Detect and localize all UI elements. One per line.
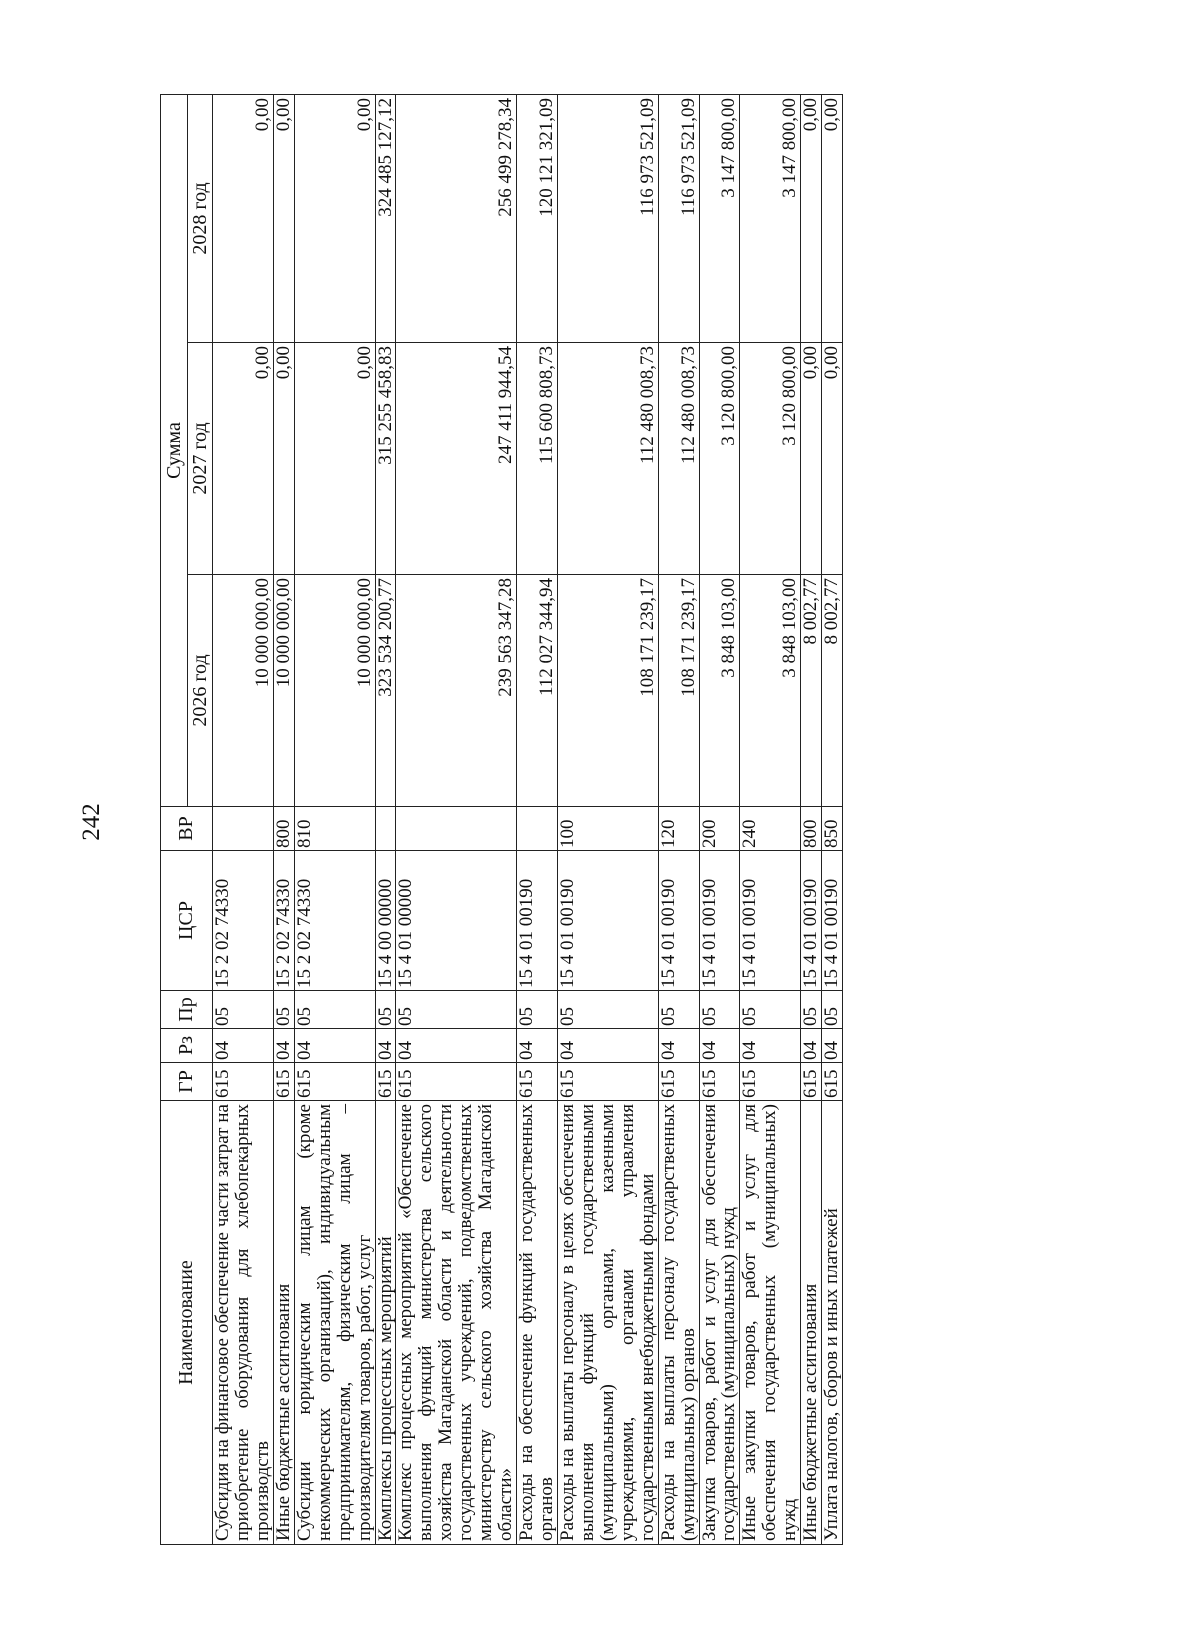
cell-csr: 15 4 01 00190 bbox=[658, 851, 699, 991]
cell-2027: 315 255 458,83 bbox=[375, 343, 396, 575]
cell-rz: 04 bbox=[801, 1029, 822, 1063]
cell-2028: 0,00 bbox=[273, 94, 294, 342]
cell-pr: 05 bbox=[273, 991, 294, 1029]
cell-gr: 615 bbox=[699, 1063, 740, 1101]
cell-2026: 10 000 000,00 bbox=[273, 575, 294, 807]
cell-rz: 04 bbox=[273, 1029, 294, 1063]
cell-2028: 116 973 521,09 bbox=[658, 94, 699, 342]
cell-rz: 04 bbox=[517, 1029, 558, 1063]
table-row bbox=[273, 94, 294, 1544]
cell-pr: 05 bbox=[213, 991, 274, 1029]
cell-2026: 323 534 200,77 bbox=[375, 575, 396, 807]
cell-pr: 05 bbox=[557, 991, 658, 1029]
cell-csr: 15 4 01 00190 bbox=[801, 851, 822, 991]
cell-2027: 115 600 808,73 bbox=[517, 343, 558, 575]
table-row bbox=[517, 94, 558, 1544]
cell-2027: 0,00 bbox=[294, 343, 375, 575]
header-name: Наименование bbox=[161, 1101, 213, 1545]
cell-vr: 810 bbox=[294, 807, 375, 851]
cell-2027: 0,00 bbox=[822, 343, 843, 575]
table-row bbox=[294, 94, 375, 1544]
cell-gr: 615 bbox=[822, 1063, 843, 1101]
cell-2028: 0,00 bbox=[801, 94, 822, 342]
cell-name: Расходы на выплаты персоналу в целях обеспечения выполнения функций государственными (муниципальными) органами, казенными учреждениями, органами управления государственными внебюджетными фондами bbox=[557, 1101, 658, 1545]
cell-2026: 239 563 347,28 bbox=[396, 575, 517, 807]
cell-vr bbox=[396, 807, 517, 851]
cell-gr: 615 bbox=[557, 1063, 658, 1101]
cell-pr: 05 bbox=[396, 991, 517, 1029]
cell-2028: 0,00 bbox=[213, 94, 274, 342]
cell-pr: 05 bbox=[740, 991, 801, 1029]
cell-gr: 615 bbox=[294, 1063, 375, 1101]
rotated-page-content bbox=[160, 95, 1015, 1545]
cell-2026: 3 848 103,00 bbox=[699, 575, 740, 807]
cell-pr: 05 bbox=[801, 991, 822, 1029]
cell-name: Иные закупки товаров, работ и услуг для обеспечения государственных (муниципальных) нужд bbox=[740, 1101, 801, 1545]
budget-table bbox=[160, 94, 843, 1545]
cell-2027: 3 120 800,00 bbox=[699, 343, 740, 575]
table-row bbox=[658, 94, 699, 1544]
cell-2026: 112 027 344,94 bbox=[517, 575, 558, 807]
cell-2028: 116 973 521,09 bbox=[557, 94, 658, 342]
table-row bbox=[213, 94, 274, 1544]
cell-2027: 247 411 944,54 bbox=[396, 343, 517, 575]
cell-2028: 120 121 321,09 bbox=[517, 94, 558, 342]
cell-pr: 05 bbox=[294, 991, 375, 1029]
cell-pr: 05 bbox=[375, 991, 396, 1029]
cell-gr: 615 bbox=[801, 1063, 822, 1101]
cell-name: Субсидия на финансовое обеспечение части затрат на приобретение оборудования для хлебопекарных производств bbox=[213, 1101, 274, 1545]
cell-gr: 615 bbox=[375, 1063, 396, 1101]
cell-rz: 04 bbox=[396, 1029, 517, 1063]
cell-csr: 15 4 00 00000 bbox=[375, 851, 396, 991]
cell-name: Расходы на выплаты персоналу государственных (муниципальных) органов bbox=[658, 1101, 699, 1545]
cell-gr: 615 bbox=[658, 1063, 699, 1101]
cell-2027: 112 480 008,73 bbox=[557, 343, 658, 575]
header-row bbox=[161, 94, 188, 1544]
table-row bbox=[699, 94, 740, 1544]
cell-pr: 05 bbox=[822, 991, 843, 1029]
cell-name: Субсидии юридическим лицам (кроме некоммерческих организаций), индивидуальным предпринимателям, физическим лицам – производителям товаров, работ, услуг bbox=[294, 1101, 375, 1545]
cell-2028: 256 499 278,34 bbox=[396, 94, 517, 342]
cell-vr: 240 bbox=[740, 807, 801, 851]
table-row bbox=[740, 94, 801, 1544]
cell-vr: 800 bbox=[273, 807, 294, 851]
cell-csr: 15 4 01 00190 bbox=[740, 851, 801, 991]
cell-name: Уплата налогов, сборов и иных платежей bbox=[822, 1101, 843, 1545]
header-sum: Сумма bbox=[161, 94, 188, 806]
cell-csr: 15 4 01 00000 bbox=[396, 851, 517, 991]
cell-name: Комплекс процессных мероприятий «Обеспечение выполнения функций министерства сельского хозяйства Магаданской области и деятельности государственных учреждений, подведомственных министерству сельского хозяйства Магаданской области» bbox=[396, 1101, 517, 1545]
cell-vr bbox=[375, 807, 396, 851]
cell-pr: 05 bbox=[517, 991, 558, 1029]
cell-vr: 800 bbox=[801, 807, 822, 851]
cell-gr: 615 bbox=[213, 1063, 274, 1101]
cell-2028: 324 485 127,12 bbox=[375, 94, 396, 342]
cell-2028: 0,00 bbox=[294, 94, 375, 342]
cell-2027: 0,00 bbox=[801, 343, 822, 575]
header-vr: ВР bbox=[161, 807, 213, 851]
cell-rz: 04 bbox=[557, 1029, 658, 1063]
cell-rz: 04 bbox=[375, 1029, 396, 1063]
cell-gr: 615 bbox=[517, 1063, 558, 1101]
cell-rz: 04 bbox=[658, 1029, 699, 1063]
cell-2026: 10 000 000,00 bbox=[294, 575, 375, 807]
table-row bbox=[375, 94, 396, 1544]
cell-rz: 04 bbox=[213, 1029, 274, 1063]
cell-vr: 200 bbox=[699, 807, 740, 851]
header-2028: 2028 год bbox=[188, 94, 213, 342]
cell-vr: 120 bbox=[658, 807, 699, 851]
cell-vr: 850 bbox=[822, 807, 843, 851]
cell-csr: 15 2 02 74330 bbox=[294, 851, 375, 991]
cell-gr: 615 bbox=[273, 1063, 294, 1101]
table-row bbox=[822, 94, 843, 1544]
cell-rz: 04 bbox=[740, 1029, 801, 1063]
cell-vr bbox=[213, 807, 274, 851]
cell-2028: 0,00 bbox=[822, 94, 843, 342]
page-number: 242 bbox=[78, 803, 105, 841]
header-rz: Рз bbox=[161, 1029, 213, 1063]
cell-rz: 04 bbox=[699, 1029, 740, 1063]
cell-2027: 0,00 bbox=[213, 343, 274, 575]
cell-rz: 04 bbox=[294, 1029, 375, 1063]
cell-2028: 3 147 800,00 bbox=[699, 94, 740, 342]
cell-name: Иные бюджетные ассигнования bbox=[801, 1101, 822, 1545]
cell-csr: 15 2 02 74330 bbox=[213, 851, 274, 991]
cell-2027: 112 480 008,73 bbox=[658, 343, 699, 575]
cell-2026: 8 002,77 bbox=[822, 575, 843, 807]
cell-2026: 10 000 000,00 bbox=[213, 575, 274, 807]
cell-2027: 3 120 800,00 bbox=[740, 343, 801, 575]
cell-2027: 0,00 bbox=[273, 343, 294, 575]
header-2026: 2026 год bbox=[188, 575, 213, 807]
cell-vr bbox=[517, 807, 558, 851]
table-row bbox=[557, 94, 658, 1544]
cell-pr: 05 bbox=[658, 991, 699, 1029]
cell-pr: 05 bbox=[699, 991, 740, 1029]
cell-name: Расходы на обеспечение функций государственных органов bbox=[517, 1101, 558, 1545]
header-csr: ЦСР bbox=[161, 851, 213, 991]
header-gr: ГР bbox=[161, 1063, 213, 1101]
cell-2026: 108 171 239,17 bbox=[658, 575, 699, 807]
cell-rz: 04 bbox=[822, 1029, 843, 1063]
table-row bbox=[396, 94, 517, 1544]
cell-csr: 15 4 01 00190 bbox=[557, 851, 658, 991]
table-row bbox=[801, 94, 822, 1544]
cell-csr: 15 4 01 00190 bbox=[822, 851, 843, 991]
cell-2026: 8 002,77 bbox=[801, 575, 822, 807]
cell-name: Иные бюджетные ассигнования bbox=[273, 1101, 294, 1545]
cell-gr: 615 bbox=[396, 1063, 517, 1101]
cell-csr: 15 4 01 00190 bbox=[517, 851, 558, 991]
cell-gr: 615 bbox=[740, 1063, 801, 1101]
cell-csr: 15 4 01 00190 bbox=[699, 851, 740, 991]
cell-name: Закупка товаров, работ и услуг для обеспечения государственных (муниципальных) нужд bbox=[699, 1101, 740, 1545]
cell-name: Комплексы процессных мероприятий bbox=[375, 1101, 396, 1545]
cell-csr: 15 2 02 74330 bbox=[273, 851, 294, 991]
header-2027: 2027 год bbox=[188, 343, 213, 575]
cell-2028: 3 147 800,00 bbox=[740, 94, 801, 342]
cell-2026: 108 171 239,17 bbox=[557, 575, 658, 807]
cell-vr: 100 bbox=[557, 807, 658, 851]
header-pr: Пр bbox=[161, 991, 213, 1029]
cell-2026: 3 848 103,00 bbox=[740, 575, 801, 807]
